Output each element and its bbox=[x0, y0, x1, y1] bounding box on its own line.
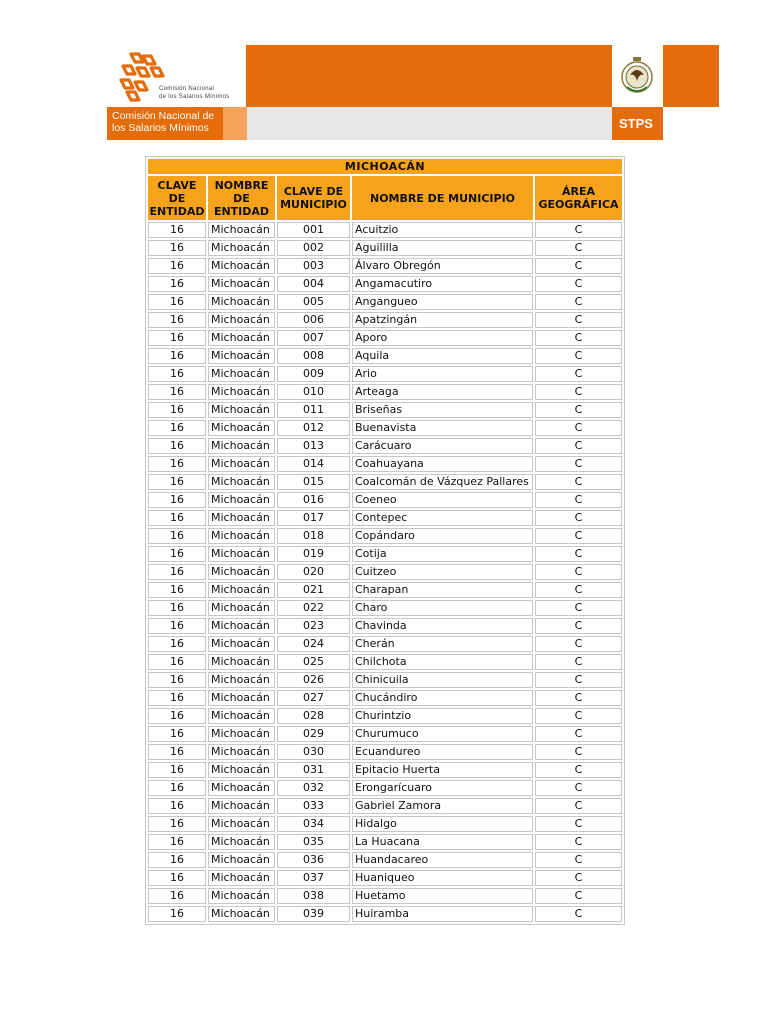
area-geografica-cell: C bbox=[535, 312, 622, 328]
banner-stripe bbox=[223, 107, 247, 140]
clave-entidad-cell: 16 bbox=[148, 402, 206, 418]
nombre-municipio-cell: Huandacareo bbox=[352, 852, 533, 868]
clave-entidad-cell: 16 bbox=[148, 852, 206, 868]
clave-entidad-cell: 16 bbox=[148, 492, 206, 508]
clave-municipio-cell: 037 bbox=[277, 870, 350, 886]
nombre-entidad-cell: Michoacán bbox=[208, 312, 275, 328]
clave-entidad-cell: 16 bbox=[148, 420, 206, 436]
table-row bbox=[148, 618, 622, 634]
banner-grey-band bbox=[247, 107, 612, 140]
area-geografica-cell: C bbox=[535, 852, 622, 868]
table-row bbox=[148, 600, 622, 616]
nombre-entidad-cell: Michoacán bbox=[208, 402, 275, 418]
area-geografica-cell: C bbox=[535, 294, 622, 310]
nombre-municipio-cell: Chavinda bbox=[352, 618, 533, 634]
clave-municipio-cell: 024 bbox=[277, 636, 350, 652]
clave-municipio-cell: 022 bbox=[277, 600, 350, 616]
clave-entidad-cell: 16 bbox=[148, 366, 206, 382]
nombre-municipio-cell: Cuitzeo bbox=[352, 564, 533, 580]
nombre-entidad-cell: Michoacán bbox=[208, 852, 275, 868]
clave-municipio-cell: 023 bbox=[277, 618, 350, 634]
clave-entidad-cell: 16 bbox=[148, 816, 206, 832]
table-row bbox=[148, 240, 622, 256]
nombre-entidad-cell: Michoacán bbox=[208, 276, 275, 292]
nombre-municipio-cell: Huetamo bbox=[352, 888, 533, 904]
area-geografica-cell: C bbox=[535, 546, 622, 562]
clave-municipio-cell: 008 bbox=[277, 348, 350, 364]
clave-entidad-cell: 16 bbox=[148, 456, 206, 472]
area-geografica-cell: C bbox=[535, 708, 622, 724]
table-row bbox=[148, 834, 622, 850]
clave-entidad-cell: 16 bbox=[148, 744, 206, 760]
clave-municipio-cell: 038 bbox=[277, 888, 350, 904]
nombre-municipio-cell: Apatzingán bbox=[352, 312, 533, 328]
nombre-entidad-cell: Michoacán bbox=[208, 330, 275, 346]
nombre-entidad-cell: Michoacán bbox=[208, 366, 275, 382]
nombre-municipio-cell: Charapan bbox=[352, 582, 533, 598]
nombre-entidad-cell: Michoacán bbox=[208, 258, 275, 274]
logo-small-text bbox=[159, 85, 230, 101]
nombre-municipio-cell: Erongarícuaro bbox=[352, 780, 533, 796]
nombre-entidad-cell: Michoacán bbox=[208, 744, 275, 760]
table-row bbox=[148, 312, 622, 328]
nombre-entidad-cell: Michoacán bbox=[208, 240, 275, 256]
area-geografica-cell: C bbox=[535, 438, 622, 454]
header-area-geografica: ÁREA GEOGRÁFICA bbox=[535, 176, 622, 220]
area-geografica-cell: C bbox=[535, 762, 622, 778]
table-row bbox=[148, 726, 622, 742]
clave-municipio-cell: 034 bbox=[277, 816, 350, 832]
area-geografica-cell: C bbox=[535, 654, 622, 670]
clave-municipio-cell: 014 bbox=[277, 456, 350, 472]
clave-municipio-cell: 006 bbox=[277, 312, 350, 328]
area-geografica-cell: C bbox=[535, 888, 622, 904]
nombre-municipio-cell: Churintzio bbox=[352, 708, 533, 724]
clave-municipio-cell: 004 bbox=[277, 276, 350, 292]
nombre-entidad-cell: Michoacán bbox=[208, 546, 275, 562]
area-geografica-cell: C bbox=[535, 222, 622, 238]
municipality-table bbox=[145, 156, 625, 925]
nombre-entidad-cell: Michoacán bbox=[208, 420, 275, 436]
clave-entidad-cell: 16 bbox=[148, 222, 206, 238]
table-row bbox=[148, 384, 622, 400]
nombre-municipio-cell: Acuitzio bbox=[352, 222, 533, 238]
table-row bbox=[148, 456, 622, 472]
clave-entidad-cell: 16 bbox=[148, 618, 206, 634]
nombre-entidad-cell: Michoacán bbox=[208, 798, 275, 814]
table-row bbox=[148, 330, 622, 346]
nombre-entidad-cell: Michoacán bbox=[208, 690, 275, 706]
table-row bbox=[148, 906, 622, 922]
nombre-entidad-cell: Michoacán bbox=[208, 456, 275, 472]
clave-entidad-cell: 16 bbox=[148, 870, 206, 886]
clave-municipio-cell: 003 bbox=[277, 258, 350, 274]
clave-entidad-cell: 16 bbox=[148, 564, 206, 580]
clave-entidad-cell: 16 bbox=[148, 834, 206, 850]
nombre-entidad-cell: Michoacán bbox=[208, 636, 275, 652]
clave-municipio-cell: 015 bbox=[277, 474, 350, 490]
area-geografica-cell: C bbox=[535, 834, 622, 850]
table-row bbox=[148, 438, 622, 454]
clave-municipio-cell: 039 bbox=[277, 906, 350, 922]
clave-municipio-cell: 010 bbox=[277, 384, 350, 400]
table-row bbox=[148, 762, 622, 778]
nombre-entidad-cell: Michoacán bbox=[208, 834, 275, 850]
clave-entidad-cell: 16 bbox=[148, 708, 206, 724]
clave-entidad-cell: 16 bbox=[148, 780, 206, 796]
clave-entidad-cell: 16 bbox=[148, 312, 206, 328]
nombre-municipio-cell: Arteaga bbox=[352, 384, 533, 400]
nombre-entidad-cell: Michoacán bbox=[208, 726, 275, 742]
nombre-municipio-cell: Coalcomán de Vázquez Pallares bbox=[352, 474, 533, 490]
clave-municipio-cell: 030 bbox=[277, 744, 350, 760]
nombre-entidad-cell: Michoacán bbox=[208, 672, 275, 688]
municipality-table-wrapper bbox=[145, 156, 623, 925]
nombre-entidad-cell: Michoacán bbox=[208, 870, 275, 886]
nombre-municipio-cell: La Huacana bbox=[352, 834, 533, 850]
nombre-municipio-cell: Charo bbox=[352, 600, 533, 616]
org-name-line-2: los Salarios Mínimos bbox=[112, 122, 209, 134]
coat-of-arms-icon bbox=[617, 53, 657, 99]
nombre-entidad-cell: Michoacán bbox=[208, 564, 275, 580]
table-row bbox=[148, 348, 622, 364]
nombre-entidad-cell: Michoacán bbox=[208, 906, 275, 922]
clave-municipio-cell: 025 bbox=[277, 654, 350, 670]
clave-municipio-cell: 036 bbox=[277, 852, 350, 868]
area-geografica-cell: C bbox=[535, 600, 622, 616]
table-row bbox=[148, 528, 622, 544]
clave-entidad-cell: 16 bbox=[148, 348, 206, 364]
header-nombre-entidad: NOMBRE DE ENTIDAD bbox=[208, 176, 275, 220]
header-nombre-municipio: NOMBRE DE MUNICIPIO bbox=[352, 176, 533, 220]
clave-municipio-cell: 031 bbox=[277, 762, 350, 778]
clave-municipio-cell: 026 bbox=[277, 672, 350, 688]
logo-small-line-1: Comisión Nacional bbox=[159, 86, 215, 92]
clave-entidad-cell: 16 bbox=[148, 672, 206, 688]
table-body bbox=[148, 222, 622, 922]
clave-municipio-cell: 035 bbox=[277, 834, 350, 850]
area-geografica-cell: C bbox=[535, 330, 622, 346]
table-row bbox=[148, 402, 622, 418]
area-geografica-cell: C bbox=[535, 798, 622, 814]
nombre-municipio-cell: Churumuco bbox=[352, 726, 533, 742]
clave-municipio-cell: 020 bbox=[277, 564, 350, 580]
clave-municipio-cell: 033 bbox=[277, 798, 350, 814]
area-geografica-cell: C bbox=[535, 348, 622, 364]
clave-municipio-cell: 013 bbox=[277, 438, 350, 454]
table-row bbox=[148, 708, 622, 724]
table-row bbox=[148, 276, 622, 292]
area-geografica-cell: C bbox=[535, 672, 622, 688]
clave-entidad-cell: 16 bbox=[148, 330, 206, 346]
clave-entidad-cell: 16 bbox=[148, 510, 206, 526]
nombre-municipio-cell: Cotija bbox=[352, 546, 533, 562]
clave-municipio-cell: 021 bbox=[277, 582, 350, 598]
area-geografica-cell: C bbox=[535, 690, 622, 706]
stps-label: STPS bbox=[619, 116, 653, 131]
table-row bbox=[148, 654, 622, 670]
clave-municipio-cell: 027 bbox=[277, 690, 350, 706]
area-geografica-cell: C bbox=[535, 258, 622, 274]
clave-municipio-cell: 029 bbox=[277, 726, 350, 742]
table-title: MICHOACÁN bbox=[148, 159, 622, 174]
nombre-municipio-cell: Epitacio Huerta bbox=[352, 762, 533, 778]
nombre-entidad-cell: Michoacán bbox=[208, 600, 275, 616]
clave-entidad-cell: 16 bbox=[148, 798, 206, 814]
area-geografica-cell: C bbox=[535, 726, 622, 742]
clave-municipio-cell: 018 bbox=[277, 528, 350, 544]
nombre-municipio-cell: Chilchota bbox=[352, 654, 533, 670]
table-row bbox=[148, 564, 622, 580]
nombre-entidad-cell: Michoacán bbox=[208, 222, 275, 238]
clave-entidad-cell: 16 bbox=[148, 276, 206, 292]
nombre-entidad-cell: Michoacán bbox=[208, 762, 275, 778]
nombre-entidad-cell: Michoacán bbox=[208, 888, 275, 904]
org-name bbox=[112, 110, 214, 134]
clave-entidad-cell: 16 bbox=[148, 726, 206, 742]
table-row bbox=[148, 888, 622, 904]
area-geografica-cell: C bbox=[535, 816, 622, 832]
table-row bbox=[148, 744, 622, 760]
nombre-entidad-cell: Michoacán bbox=[208, 654, 275, 670]
area-geografica-cell: C bbox=[535, 366, 622, 382]
clave-municipio-cell: 032 bbox=[277, 780, 350, 796]
nombre-entidad-cell: Michoacán bbox=[208, 492, 275, 508]
area-geografica-cell: C bbox=[535, 510, 622, 526]
area-geografica-cell: C bbox=[535, 906, 622, 922]
nombre-municipio-cell: Angamacutiro bbox=[352, 276, 533, 292]
table-row bbox=[148, 420, 622, 436]
area-geografica-cell: C bbox=[535, 744, 622, 760]
table-row bbox=[148, 510, 622, 526]
nombre-municipio-cell: Coahuayana bbox=[352, 456, 533, 472]
nombre-municipio-cell: Gabriel Zamora bbox=[352, 798, 533, 814]
nombre-entidad-cell: Michoacán bbox=[208, 438, 275, 454]
area-geografica-cell: C bbox=[535, 276, 622, 292]
nombre-municipio-cell: Coeneo bbox=[352, 492, 533, 508]
clave-municipio-cell: 016 bbox=[277, 492, 350, 508]
nombre-entidad-cell: Michoacán bbox=[208, 816, 275, 832]
clave-municipio-cell: 005 bbox=[277, 294, 350, 310]
table-row bbox=[148, 852, 622, 868]
table-row bbox=[148, 870, 622, 886]
nombre-municipio-cell: Briseñas bbox=[352, 402, 533, 418]
clave-entidad-cell: 16 bbox=[148, 474, 206, 490]
clave-municipio-cell: 017 bbox=[277, 510, 350, 526]
table-row bbox=[148, 816, 622, 832]
nombre-municipio-cell: Contepec bbox=[352, 510, 533, 526]
clave-entidad-cell: 16 bbox=[148, 546, 206, 562]
header-clave-entidad: CLAVE DE ENTIDAD bbox=[148, 176, 206, 220]
nombre-entidad-cell: Michoacán bbox=[208, 384, 275, 400]
nombre-entidad-cell: Michoacán bbox=[208, 582, 275, 598]
table-row bbox=[148, 798, 622, 814]
area-geografica-cell: C bbox=[535, 636, 622, 652]
nombre-municipio-cell: Angangueo bbox=[352, 294, 533, 310]
nombre-municipio-cell: Hidalgo bbox=[352, 816, 533, 832]
clave-entidad-cell: 16 bbox=[148, 438, 206, 454]
nombre-municipio-cell: Cherán bbox=[352, 636, 533, 652]
table-row bbox=[148, 366, 622, 382]
nombre-entidad-cell: Michoacán bbox=[208, 474, 275, 490]
table-row bbox=[148, 492, 622, 508]
clave-entidad-cell: 16 bbox=[148, 762, 206, 778]
clave-municipio-cell: 028 bbox=[277, 708, 350, 724]
nombre-entidad-cell: Michoacán bbox=[208, 294, 275, 310]
table-row bbox=[148, 780, 622, 796]
nombre-municipio-cell: Aquila bbox=[352, 348, 533, 364]
nombre-entidad-cell: Michoacán bbox=[208, 348, 275, 364]
nombre-municipio-cell: Álvaro Obregón bbox=[352, 258, 533, 274]
area-geografica-cell: C bbox=[535, 384, 622, 400]
clave-entidad-cell: 16 bbox=[148, 888, 206, 904]
table-row bbox=[148, 672, 622, 688]
area-geografica-cell: C bbox=[535, 870, 622, 886]
area-geografica-cell: C bbox=[535, 780, 622, 796]
nombre-municipio-cell: Aporo bbox=[352, 330, 533, 346]
clave-entidad-cell: 16 bbox=[148, 906, 206, 922]
nombre-entidad-cell: Michoacán bbox=[208, 528, 275, 544]
clave-municipio-cell: 019 bbox=[277, 546, 350, 562]
area-geografica-cell: C bbox=[535, 240, 622, 256]
nombre-entidad-cell: Michoacán bbox=[208, 618, 275, 634]
clave-municipio-cell: 002 bbox=[277, 240, 350, 256]
clave-entidad-cell: 16 bbox=[148, 240, 206, 256]
nombre-municipio-cell: Ecuandureo bbox=[352, 744, 533, 760]
clave-entidad-cell: 16 bbox=[148, 528, 206, 544]
area-geografica-cell: C bbox=[535, 564, 622, 580]
nombre-municipio-cell: Chinicuila bbox=[352, 672, 533, 688]
clave-municipio-cell: 009 bbox=[277, 366, 350, 382]
clave-entidad-cell: 16 bbox=[148, 690, 206, 706]
clave-entidad-cell: 16 bbox=[148, 654, 206, 670]
table-row bbox=[148, 690, 622, 706]
org-name-line-1: Comisión Nacional de bbox=[112, 110, 215, 122]
area-geografica-cell: C bbox=[535, 402, 622, 418]
area-geografica-cell: C bbox=[535, 528, 622, 544]
nombre-municipio-cell: Chucándiro bbox=[352, 690, 533, 706]
area-geografica-cell: C bbox=[535, 492, 622, 508]
table-row bbox=[148, 258, 622, 274]
nombre-municipio-cell: Copándaro bbox=[352, 528, 533, 544]
table-row bbox=[148, 582, 622, 598]
area-geografica-cell: C bbox=[535, 618, 622, 634]
area-geografica-cell: C bbox=[535, 582, 622, 598]
nombre-municipio-cell: Huiramba bbox=[352, 906, 533, 922]
nombre-municipio-cell: Ario bbox=[352, 366, 533, 382]
clave-entidad-cell: 16 bbox=[148, 600, 206, 616]
nombre-entidad-cell: Michoacán bbox=[208, 510, 275, 526]
clave-municipio-cell: 001 bbox=[277, 222, 350, 238]
table-row bbox=[148, 636, 622, 652]
clave-entidad-cell: 16 bbox=[148, 384, 206, 400]
nombre-entidad-cell: Michoacán bbox=[208, 708, 275, 724]
table-header-row bbox=[148, 176, 622, 220]
clave-entidad-cell: 16 bbox=[148, 258, 206, 274]
table-row bbox=[148, 294, 622, 310]
nombre-municipio-cell: Aguililla bbox=[352, 240, 533, 256]
nombre-municipio-cell: Carácuaro bbox=[352, 438, 533, 454]
clave-entidad-cell: 16 bbox=[148, 582, 206, 598]
header-banner bbox=[107, 45, 663, 140]
clave-municipio-cell: 012 bbox=[277, 420, 350, 436]
header-clave-municipio: CLAVE DE MUNICIPIO bbox=[277, 176, 350, 220]
logo-small-line-2: de los Salarios Mínimos bbox=[159, 94, 230, 100]
commission-logo-icon bbox=[117, 50, 165, 102]
clave-entidad-cell: 16 bbox=[148, 636, 206, 652]
table-row bbox=[148, 546, 622, 562]
clave-municipio-cell: 007 bbox=[277, 330, 350, 346]
table-row bbox=[148, 222, 622, 238]
area-geografica-cell: C bbox=[535, 420, 622, 436]
table-row bbox=[148, 474, 622, 490]
area-geografica-cell: C bbox=[535, 456, 622, 472]
clave-municipio-cell: 011 bbox=[277, 402, 350, 418]
area-geografica-cell: C bbox=[535, 474, 622, 490]
nombre-municipio-cell: Huaniqueo bbox=[352, 870, 533, 886]
nombre-entidad-cell: Michoacán bbox=[208, 780, 275, 796]
nombre-municipio-cell: Buenavista bbox=[352, 420, 533, 436]
clave-entidad-cell: 16 bbox=[148, 294, 206, 310]
